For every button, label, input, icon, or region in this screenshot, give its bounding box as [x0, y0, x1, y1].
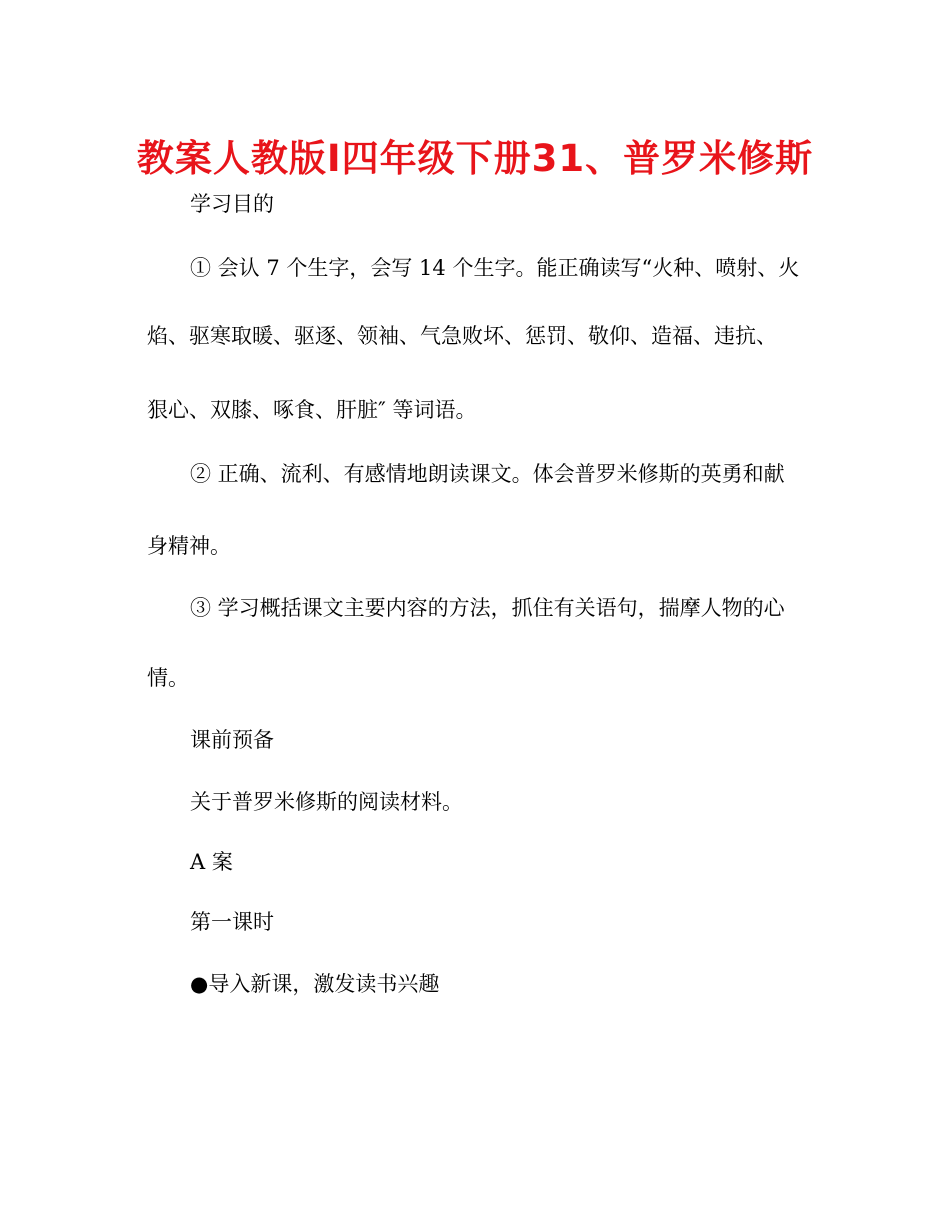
intro-bullet: ●导入新课，激发读书兴趣 — [190, 972, 440, 996]
goal-3-line-1: ③ 学习概括课文主要内容的方法，抓住有关语句，揣摩人物的心 — [190, 596, 785, 620]
goal-1-line-2: 焰、驱寒取暖、驱逐、领袖、气急败坏、惩罚、敬仰、造福、违抗、 — [147, 324, 777, 348]
document-title: 教案人教版I四年级下册31、普罗米修斯 — [136, 137, 814, 180]
goal-2-line-2: 身精神。 — [147, 534, 231, 558]
heading-learning-goals: 学习目的 — [190, 192, 274, 216]
heading-preparation: 课前预备 — [190, 728, 274, 752]
goal-1-line-3: 狠心、双膝、啄食、肝脏″ 等词语。 — [147, 398, 477, 422]
plan-a-label: A 案 — [190, 850, 233, 874]
goal-3-line-2: 情。 — [147, 666, 189, 690]
goal-2-line-1: ② 正确、流利、有感情地朗读课文。体会普罗米修斯的英勇和献 — [190, 462, 785, 486]
goal-1-line-1: ① 会认 7 个生字，会写 14 个生字。能正确读写“火种、喷射、火 — [190, 256, 800, 280]
first-lesson-label: 第一课时 — [190, 910, 274, 934]
preparation-text: 关于普罗米修斯的阅读材料。 — [190, 790, 463, 814]
